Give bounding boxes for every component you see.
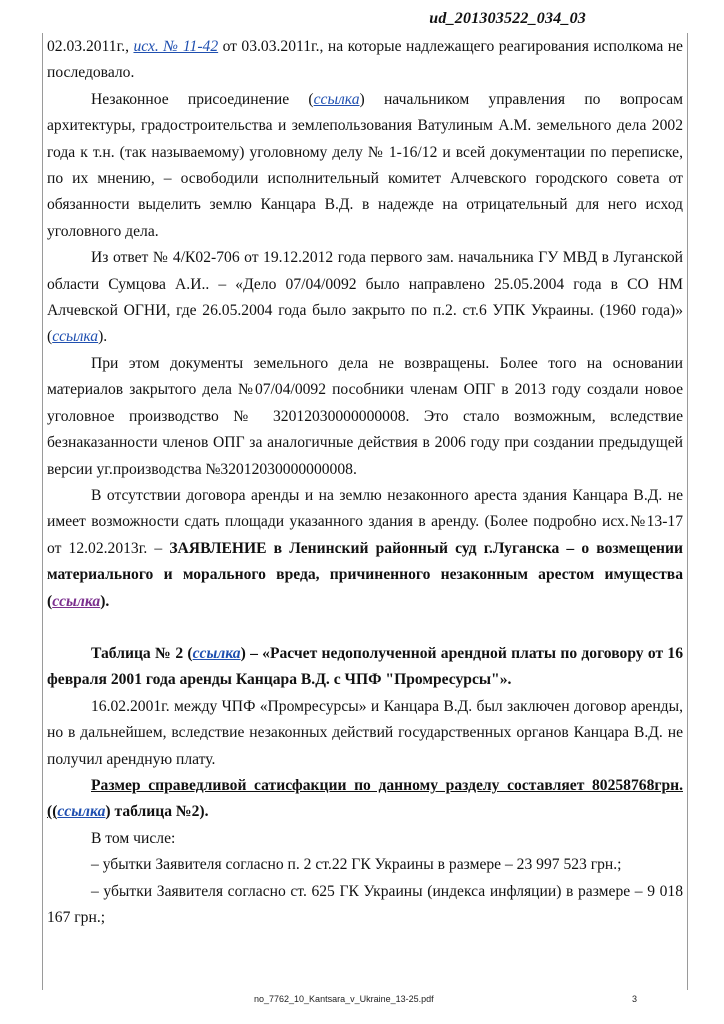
reference-link[interactable]: ссылка xyxy=(57,803,106,821)
paragraph-9: – убытки Заявителя согласно п. 2 ст.22 ГК Украины в размере – 23 997 523 грн.; xyxy=(91,856,622,874)
p5-text-b: ). xyxy=(100,592,110,610)
satisfaction-paragraph xyxy=(47,773,683,826)
outgoing-letter-link[interactable]: исх. № 11-42 xyxy=(133,38,219,55)
p2-text-b: ) начальником управления по вопросам архитектуры, градостроительства и землепользования Ватулиным А.М. земельного дела 2002 года к т.н. (так называемому) уголовному делу № 1-16/12 и всей документации по переписке, по их мнению, – освободили исполнительный комитет Алчевского городского совета от обязанности выделить землю Канцара В.Д. в надежде на отрицательный для него исход уголовного дела. xyxy=(47,90,683,240)
paragraph-2 xyxy=(47,87,683,245)
paragraph-1 xyxy=(47,34,683,87)
paragraph-4: При этом документы земельного дела не возвращены. Более того на основании материалов закрытого дела №07/04/0092 пособники членам ОПГ в 2013 году создали новое уголовное производство № 32012030000000008. Это стало возможным, вследствие безнаказанности членов ОПГ за аналогичные действия в 2006 году при создании предыдущей версии уг.производства №32012030000000008. xyxy=(47,354,683,478)
table-title-text-b: ) – «Расчет недополученной арендной платы по договору от 16 февраля 2001 года аренды Канцара В.Д. с ЧПФ "Промресурсы"». xyxy=(47,644,683,689)
reference-link[interactable]: ссылка xyxy=(52,328,99,346)
paragraph-5 xyxy=(47,483,683,615)
p1-text-b: от 03.03.2011г., на которые надлежащего реагирования исполкома не последовало. xyxy=(47,38,683,82)
table-title-text-a: Таблица № 2 ( xyxy=(91,644,193,662)
table-title xyxy=(47,641,683,694)
spacer xyxy=(47,615,683,641)
p7-text-b: ) таблица №2). xyxy=(105,803,209,821)
paragraph-3 xyxy=(47,245,683,351)
reference-link[interactable]: ссылка xyxy=(313,90,360,108)
satisfaction-amount-text: Размер справедливой сатисфакции по данному разделу составляет 80258768грн. (( xyxy=(47,776,683,821)
footer-filename: no_7762_10_Kantsara_v_Ukraine_13-25.pdf xyxy=(254,994,434,1004)
p3-text-a: Из ответ № 4/К02-706 от 19.12.2012 года первого зам. начальника ГУ МВД в Луганской области Сумцова А.И.. – «Дело 07/04/0092 было направлено 25.05.2004 года в СО НМ Алчевской ОГНИ, где 26.05.2004 года было закрыто по п.2. ст.6 УПК Украины. (1960 года)» ( xyxy=(47,249,683,346)
page-number: 3 xyxy=(632,994,638,1004)
reference-link[interactable]: ссылка xyxy=(52,592,101,610)
p5-text-a: В отсутствии договора аренды и на землю незаконного ареста здания Канцара В.Д. не имеет возможности сдать площади указанного здания в аренду. (Более подробно исх.№13-17 от 12.02.2013г. – xyxy=(47,486,683,557)
paragraph-6: 16.02.2001г. между ЧПФ «Промресурсы» и Канцара В.Д. был заключен договор аренды, но в дальнейшем, вследствие незаконных действий государственных органов Канцара В.Д. не получил арендную плату. xyxy=(47,697,683,768)
p1-text-a: 02.03.2011г., xyxy=(47,38,134,55)
document-id: ud_201303522_034_03 xyxy=(429,10,586,27)
paragraph-10: – убытки Заявителя согласно ст. 625 ГК Украины (индекса инфляции) в размере – 9 018 167 грн.; xyxy=(47,882,683,926)
paragraph-8: В том числе: xyxy=(91,829,176,847)
document-body xyxy=(47,34,683,931)
table-reference-link[interactable]: ссылка xyxy=(192,644,241,662)
court-statement-text: ЗАЯВЛЕНИЕ в Ленинский районный суд г.Луганска – о возмещении материального и морального вреда, причиненного незаконным арестом имущества ( xyxy=(47,539,683,610)
p3-text-b: ). xyxy=(98,328,108,346)
p2-text-a: Незаконное присоединение ( xyxy=(91,90,314,108)
